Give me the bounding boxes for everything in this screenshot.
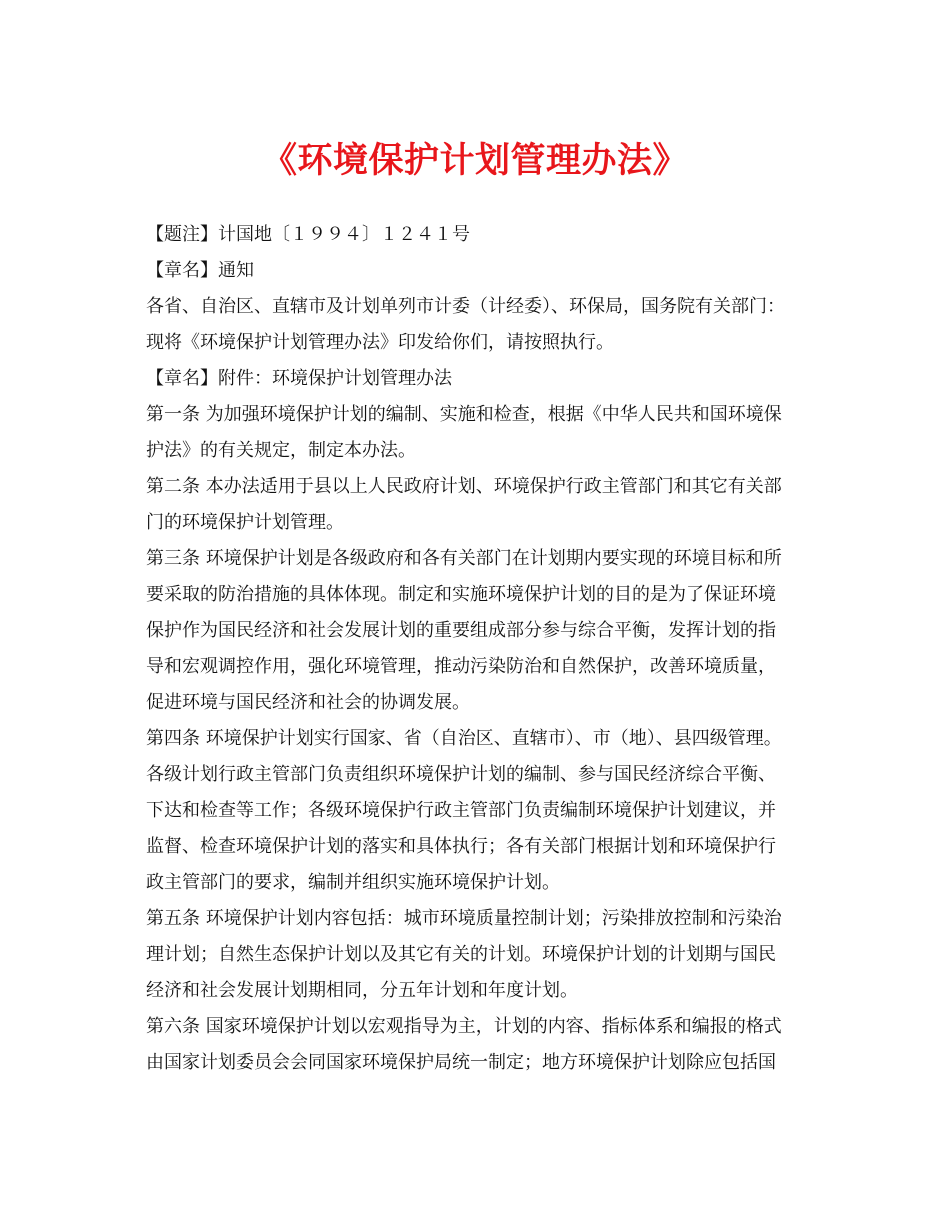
document-title: 《环境保护计划管理办法》	[261, 141, 688, 181]
text-line: 保护作为国民经济和社会发展计划的重要组成部分参与综合平衡，发挥计划的指	[146, 620, 776, 641]
chapter-line: 【章名】附件：环境保护计划管理办法	[146, 368, 452, 389]
text-line: 监督、检查环境保护计划的落实和具体执行；各有关部门根据计划和环境保护行	[146, 836, 776, 857]
article-line: 第三条 环境保护计划是各级政府和各有关部门在计划期内要实现的环境目标和所	[146, 548, 782, 569]
document-body	[146, 217, 826, 1081]
chapter-line: 【章名】通知	[146, 260, 254, 281]
text-line: 各级计划行政主管部门负责组织环境保护计划的编制、参与国民经济综合平衡、	[146, 764, 776, 785]
text-line: 促进环境与国民经济和社会的协调发展。	[146, 692, 470, 713]
text-line: 经济和社会发展计划期相同，分五年计划和年度计划。	[146, 980, 578, 1001]
text-line: 要采取的防治措施的具体体现。制定和实施环境保护计划的目的是为了保证环境	[146, 584, 776, 605]
article-line: 第四条 环境保护计划实行国家、省（自治区、直辖市）、市（地）、县四级管理。	[146, 728, 782, 749]
text-line: 下达和检查等工作；各级环境保护行政主管部门负责编制环境保护计划建议，并	[146, 800, 776, 821]
text-line: 护法》的有关规定，制定本办法。	[146, 440, 416, 461]
text-line: 由国家计划委员会会同国家环境保护局统一制定；地方环境保护计划除应包括国	[146, 1052, 776, 1073]
text-line: 政主管部门的要求，编制并组织实施环境保护计划。	[146, 872, 560, 893]
article-line: 第五条 环境保护计划内容包括：城市环境质量控制计划；污染排放控制和污染治	[146, 908, 782, 929]
text-line: 导和宏观调控作用，强化环境管理，推动污染防治和自然保护，改善环境质量，	[146, 656, 776, 677]
article-line: 第二条 本办法适用于县以上人民政府计划、环境保护行政主管部门和其它有关部	[146, 476, 782, 497]
article-line: 第六条 国家环境保护计划以宏观指导为主，计划的内容、指标体系和编报的格式	[146, 1016, 782, 1037]
text-line: 理计划；自然生态保护计划以及其它有关的计划。环境保护计划的计划期与国民	[146, 944, 776, 965]
text-line: 门的环境保护计划管理。	[146, 512, 344, 533]
text-line: 现将《环境保护计划管理办法》印发给你们，请按照执行。	[146, 332, 614, 353]
note-line: 【题注】计国地〔１９９４〕１２４１号	[146, 224, 470, 245]
text-line: 各省、自治区、直辖市及计划单列市计委（计经委）、环保局，国务院有关部门：	[146, 296, 785, 317]
article-line: 第一条 为加强环境保护计划的编制、实施和检查，根据《中华人民共和国环境保	[146, 404, 782, 425]
